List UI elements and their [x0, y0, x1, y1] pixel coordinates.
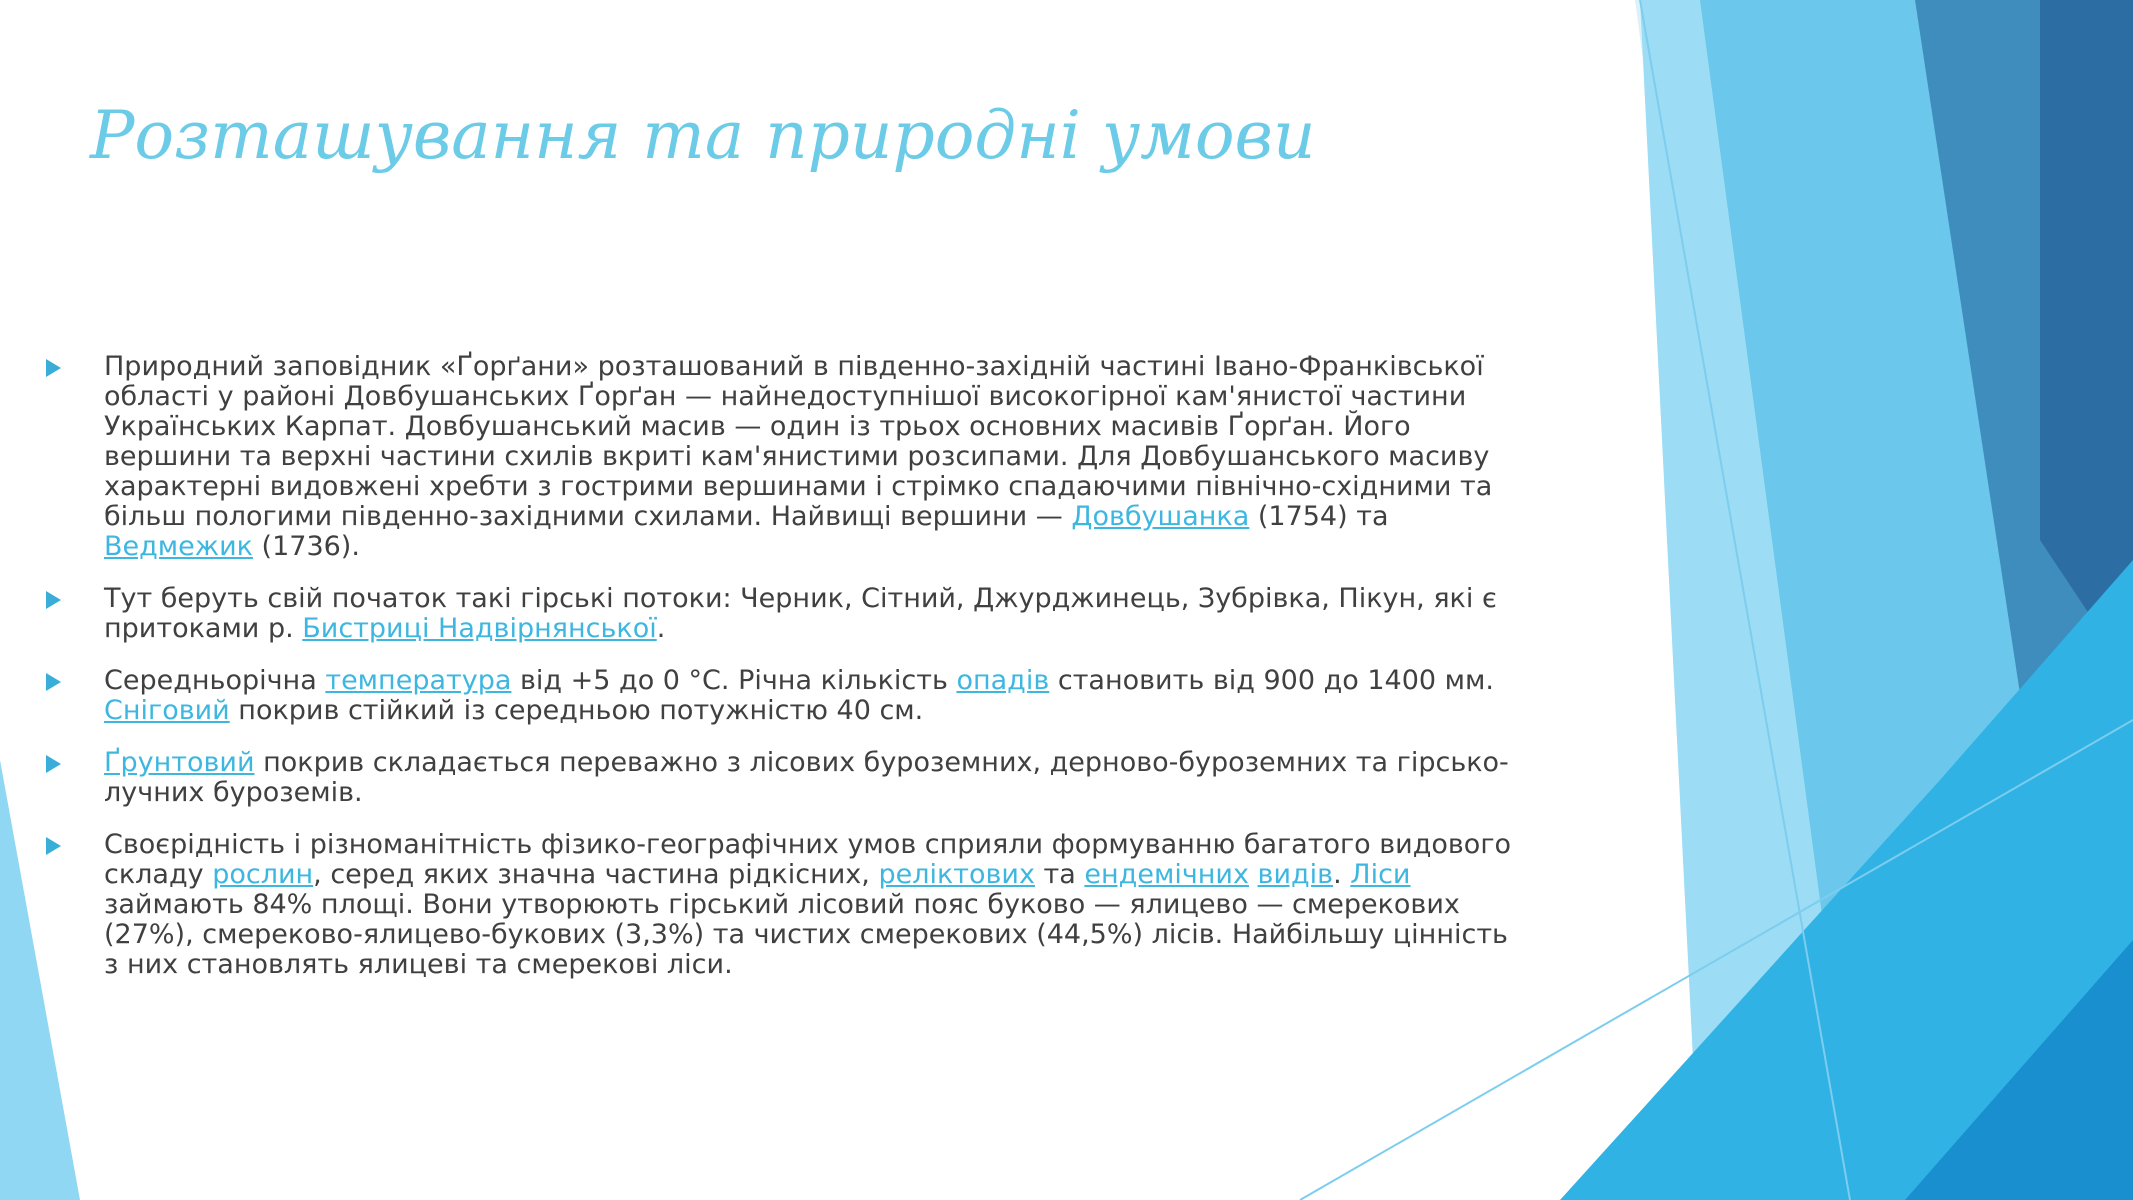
- bullet-text: Природний заповідник «Ґорґани» розташований в південно-західній частині Івано-Франківської області у районі Довбушанських Ґорґан — найнедоступнішої високогірної кам'янистої частини Українських Карпат. Довбушанський масив — один із трьох основних масивів Ґорґан. Його вершини та верхні частини схилів вкриті кам'янистими розсипами. Для Довбушанського масиву характерні видовжені хребти з гострими вершинами і стрімко спадаючими північно-східними та більш пологими південно-західними схилами. Найвищі вершини —: [104, 351, 1493, 532]
- triangle-bullet-icon: [46, 359, 61, 377]
- bullet-text: (1754) та: [1249, 501, 1389, 532]
- bullet-text: .: [1333, 859, 1351, 890]
- triangle-bullet-icon: [46, 755, 61, 773]
- link-precipitation[interactable]: опадів: [956, 665, 1050, 696]
- triangle-bullet-icon: [46, 673, 61, 691]
- bullet-text: .: [656, 613, 666, 644]
- bullet-text: Своєрідність і різноманітність фізико-географічних умов сприяли формуванню багатого видового складу: [104, 829, 1512, 890]
- bullet-text: (1736).: [252, 531, 360, 562]
- bullet-list: [46, 352, 1526, 1002]
- bullet-text: та: [1034, 859, 1085, 890]
- list-item: [46, 666, 1526, 726]
- link-vedmezhyk[interactable]: Ведмежик: [104, 531, 253, 562]
- link-soil[interactable]: Ґрунтовий: [104, 747, 255, 778]
- link-dovbushanka[interactable]: Довбушанка: [1071, 501, 1250, 532]
- bullet-text: [1249, 859, 1258, 890]
- link-forests[interactable]: Ліси: [1350, 859, 1411, 890]
- link-temperature[interactable]: температура: [325, 665, 512, 696]
- bullet-text: Середньорічна: [104, 665, 326, 696]
- link-bystrytsia-nadvirnianska[interactable]: Бистриці Надвірнянської: [302, 613, 657, 644]
- bullet-text: від +5 до 0 °C. Річна кількість: [511, 665, 957, 696]
- bullet-text: Тут беруть свій початок такі гірські потоки: Черник, Сітний, Джурджинець, Зубрівка, Пікун, які є притоками р.: [104, 583, 1497, 644]
- triangle-bullet-icon: [46, 591, 61, 609]
- bullet-text: покрив складається переважно з лісових буроземних, дерново-буроземних та гірсько-лучних буроземів.: [104, 747, 1509, 808]
- link-snow-cover[interactable]: Сніговий: [104, 695, 230, 726]
- link-species[interactable]: видів: [1257, 859, 1334, 890]
- list-item: [46, 584, 1526, 644]
- bullet-text: становить від 900 до 1400 мм.: [1049, 665, 1494, 696]
- link-plants[interactable]: рослин: [212, 859, 314, 890]
- list-item: [46, 830, 1526, 980]
- triangle-bullet-icon: [46, 837, 61, 855]
- list-item: [46, 748, 1526, 808]
- bullet-text: займають 84% площі. Вони утворюють гірський лісовий пояс буково — ялицево — смерекових (27%), смереково-ялицево-букових (3,3%) та чистих смерекових (44,5%) лісів. Найбільшу цінність з них становлять ялицеві та смерекові ліси.: [104, 889, 1508, 980]
- link-relict[interactable]: реліктових: [878, 859, 1035, 890]
- slide-title: Розташування та природні умови: [90, 97, 1316, 174]
- bullet-text: покрив стійкий із середньою потужністю 40 см.: [229, 695, 924, 726]
- link-endemic[interactable]: ендемічних: [1084, 859, 1249, 890]
- list-item: [46, 352, 1526, 562]
- bullet-text: , серед яких значна частина рідкісних,: [313, 859, 879, 890]
